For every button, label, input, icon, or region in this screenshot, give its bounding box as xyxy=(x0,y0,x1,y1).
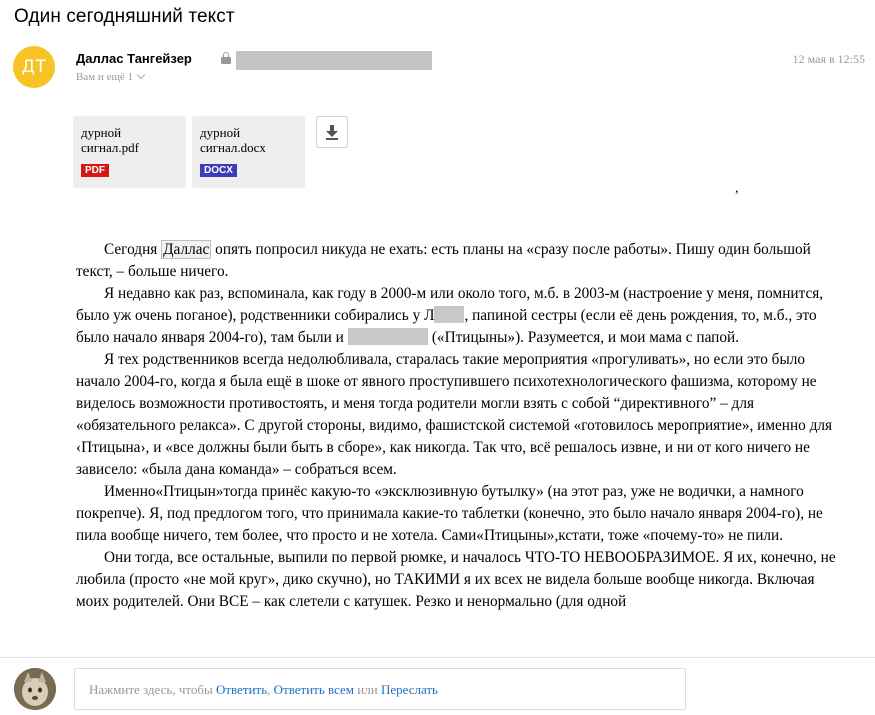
reply-link[interactable]: Ответить xyxy=(215,682,268,697)
paragraph: Они тогда, все остальные, выпили по первой рюмке, и началось ЧТО-ТО НЕВООБРАЗИМОЕ. Я их, конечно, не любила (просто «не мой круг», дико скучно), но ТАКИМИ я их всех не видела больше вообще никогда. Включая моих родителей. Они ВСЕ – как слетели с катушек. Резко и ненормально (для одной xyxy=(76,549,836,610)
recipients-toggle[interactable] xyxy=(76,71,144,83)
highlighted-name: Даллас xyxy=(163,241,210,258)
chevron-down-icon xyxy=(137,71,145,79)
attachment-pdf[interactable] xyxy=(73,116,186,188)
redacted-text xyxy=(434,306,464,323)
message-body xyxy=(76,239,836,613)
paragraph: Именно«Птицын»тогда принёс какую-то «эксклюзивную бутылку» (на этот раз, уже не водички, а намного покрепче). Я, под предлогом того, что принимала какие-то таблетки (конечно, это было начало января 2004-го), не пила вообще ничего, тем более, что просто и не хотела. Сами«Птицыны»,кстати, тоже «почему-то» не пили. xyxy=(76,483,823,544)
download-all-button[interactable] xyxy=(316,116,348,148)
file-type-badge: PDF xyxy=(81,164,109,177)
user-avatar[interactable] xyxy=(14,668,56,710)
stray-mark: , xyxy=(735,181,739,196)
recipients-label: Вам и ещё 1 xyxy=(76,71,134,83)
reply-all-link[interactable]: Ответить всем xyxy=(273,682,355,697)
attachment-filename: дурной сигнал.docx xyxy=(200,125,266,155)
paragraph: Я тех родственников всегда недолюбливала, старалась такие мероприятия «прогуливать», но если это было начало 2004-го, когда я была ещё в шоке от явного проступившего психотехнологического фашизма, которому не виделось возможности противостоять, и меня тогда родители могли взять с собой “директивного” – для «обязательного релакса». С другой стороны, видимо, фашистской системой «готовилось мероприятие», именно для ‹Птицына›, и «все должны были быть в сборе», как никогда. Так что, всё решалось извне, и ни от кого ничего не зависело: «была дана команда» – собраться всем. xyxy=(76,351,833,478)
paragraph: Я недавно как раз, вспоминала, как году в 2000-м или около того, м.б. в 2003-м (настроение у меня, помнится, было уж очень поганое), родственники собирались у Л , папиной сестры (если её день рождения, то, м.б., это было начало января 2004-го), там были и («Птицыны»). Разумеется, и мои мама с папой. xyxy=(76,285,824,346)
file-type-badge: DOCX xyxy=(200,164,237,177)
sender-avatar[interactable]: ДТ xyxy=(13,46,55,88)
forward-link[interactable]: Переслать xyxy=(380,682,438,697)
attachment-filename: дурной сигнал.pdf xyxy=(81,125,139,155)
message-subject: Один сегодняшний текст xyxy=(14,6,235,27)
redacted-sender-email xyxy=(236,51,432,70)
reply-prompt: Нажмите здесь, чтобы Ответить, Ответить всем или Переслать xyxy=(89,682,438,697)
paragraph: Сегодня Даллас опять попросил никуда не ехать: есть планы на «сразу после работы». Пишу один большой текст, – больше ничего. xyxy=(76,241,811,280)
redacted-text xyxy=(348,328,428,345)
sender-name[interactable]: Даллас Тангейзер xyxy=(76,51,192,66)
lock-icon xyxy=(221,52,231,64)
download-icon xyxy=(325,124,339,140)
attachment-docx[interactable] xyxy=(192,116,305,188)
reply-input[interactable] xyxy=(74,668,686,710)
message-date: 12 мая в 12:55 xyxy=(792,52,865,66)
reply-bar xyxy=(0,657,875,715)
